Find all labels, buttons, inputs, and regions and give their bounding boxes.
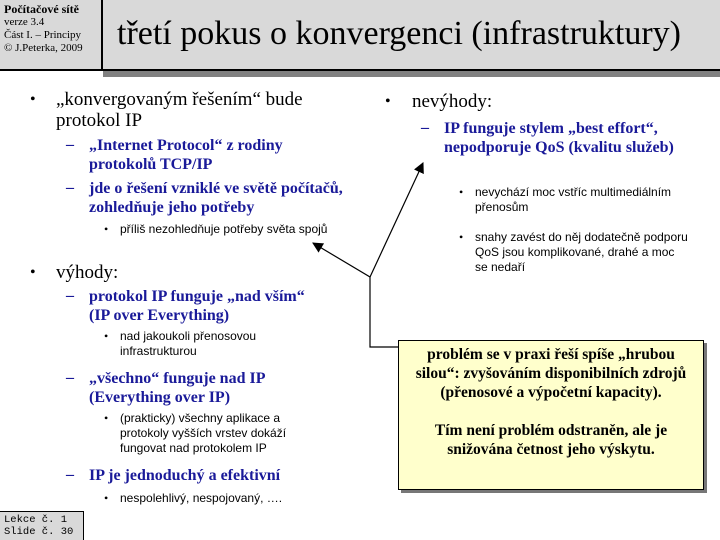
course-part: Část I. – Principy <box>4 29 81 41</box>
left-item-advantages: výhody: <box>56 262 119 283</box>
bullet-dash: – <box>66 287 74 304</box>
callout-paragraph-not-solved: Tím není problém odstraněn, ale je snižována četnost jeho výskytu. <box>434 422 668 458</box>
arrow-to-right-sub <box>370 163 423 277</box>
left-detail-infrastructure: nad jakoukoli přenosovou infrastrukturou <box>120 329 257 358</box>
bullet-dash: – <box>66 466 74 483</box>
bullet-dot-small: • <box>104 491 109 505</box>
bullet-dash: – <box>66 179 74 196</box>
left-subsub-telecom: příliš nezohledňuje potřeby světa spojů <box>120 222 328 236</box>
callout-box <box>398 340 704 490</box>
footer-lesson: Lekce č. 1 <box>4 514 68 526</box>
course-author: © J.Peterka, 2009 <box>4 42 83 54</box>
bullet-dash: – <box>66 369 74 386</box>
left-detail-unreliable: nespolehlivý, nespojovaný, …. <box>120 491 283 505</box>
bullet-dot-small: • <box>459 230 464 244</box>
left-sub-internet-protocol: „Internet Protocol“ z rodiny protokolů TCP/IP <box>89 137 283 173</box>
callout-paragraph-brute-force: problém se v praxi řeší spíše „hrubou silou“: zvyšováním disponibilních zdrojů (přenosové a výpočetní kapacity). <box>415 346 687 401</box>
right-item-disadvantages: nevýhody: <box>412 91 493 112</box>
bullet-dot-small: • <box>459 185 464 199</box>
bullet-dash: – <box>66 136 74 153</box>
bullet-dash: – <box>421 119 429 136</box>
bullet-dot: • <box>385 93 391 110</box>
left-item-convergence: „konvergovaným řešením“ bude protokol IP <box>56 89 303 131</box>
bullet-dot: • <box>30 91 36 108</box>
right-detail-qos-attempts: snahy zavést do něj dodatečně podporu QoS jsou komplikované, drahé a moc se nedaří <box>475 230 688 274</box>
course-version: verze 3.4 <box>4 16 45 28</box>
course-name: Počítačové sítě <box>4 2 79 16</box>
slide-title: třetí pokus o konvergenci (infrastruktury) <box>117 15 682 52</box>
right-detail-multimedia: nevychází moc vstříc multimediálním přenosům <box>475 185 672 214</box>
left-detail-applications: (prakticky) všechny aplikace a protokoly vyšších vrstev dokáží fungovat nad protokolem IP <box>120 411 287 455</box>
bullet-dot-small: • <box>104 329 109 343</box>
left-sub-everything-over-ip: „všechno“ funguje nad IP (Everything over IP) <box>89 370 265 406</box>
bullet-dot: • <box>30 264 36 281</box>
arrow-to-left-subsub <box>313 243 398 347</box>
bullet-dot-small: • <box>104 411 109 425</box>
left-sub-ip-over-everything: protokol IP funguje „nad vším“ (IP over Everything) <box>89 288 305 324</box>
bullet-dot-small: • <box>104 222 109 236</box>
right-sub-best-effort: IP funguje stylem „best effort“, nepodporuje QoS (kvalitu služeb) <box>444 120 674 156</box>
slide-footer <box>0 511 84 540</box>
left-sub-simple-efficient: IP je jednoduchý a efektivní <box>89 467 281 484</box>
footer-slide-number: Slide č. 30 <box>4 526 74 538</box>
left-sub-computer-world: jde o řešení vzniklé ve světě počítačů, zohledňuje jeho potřeby <box>89 180 343 216</box>
